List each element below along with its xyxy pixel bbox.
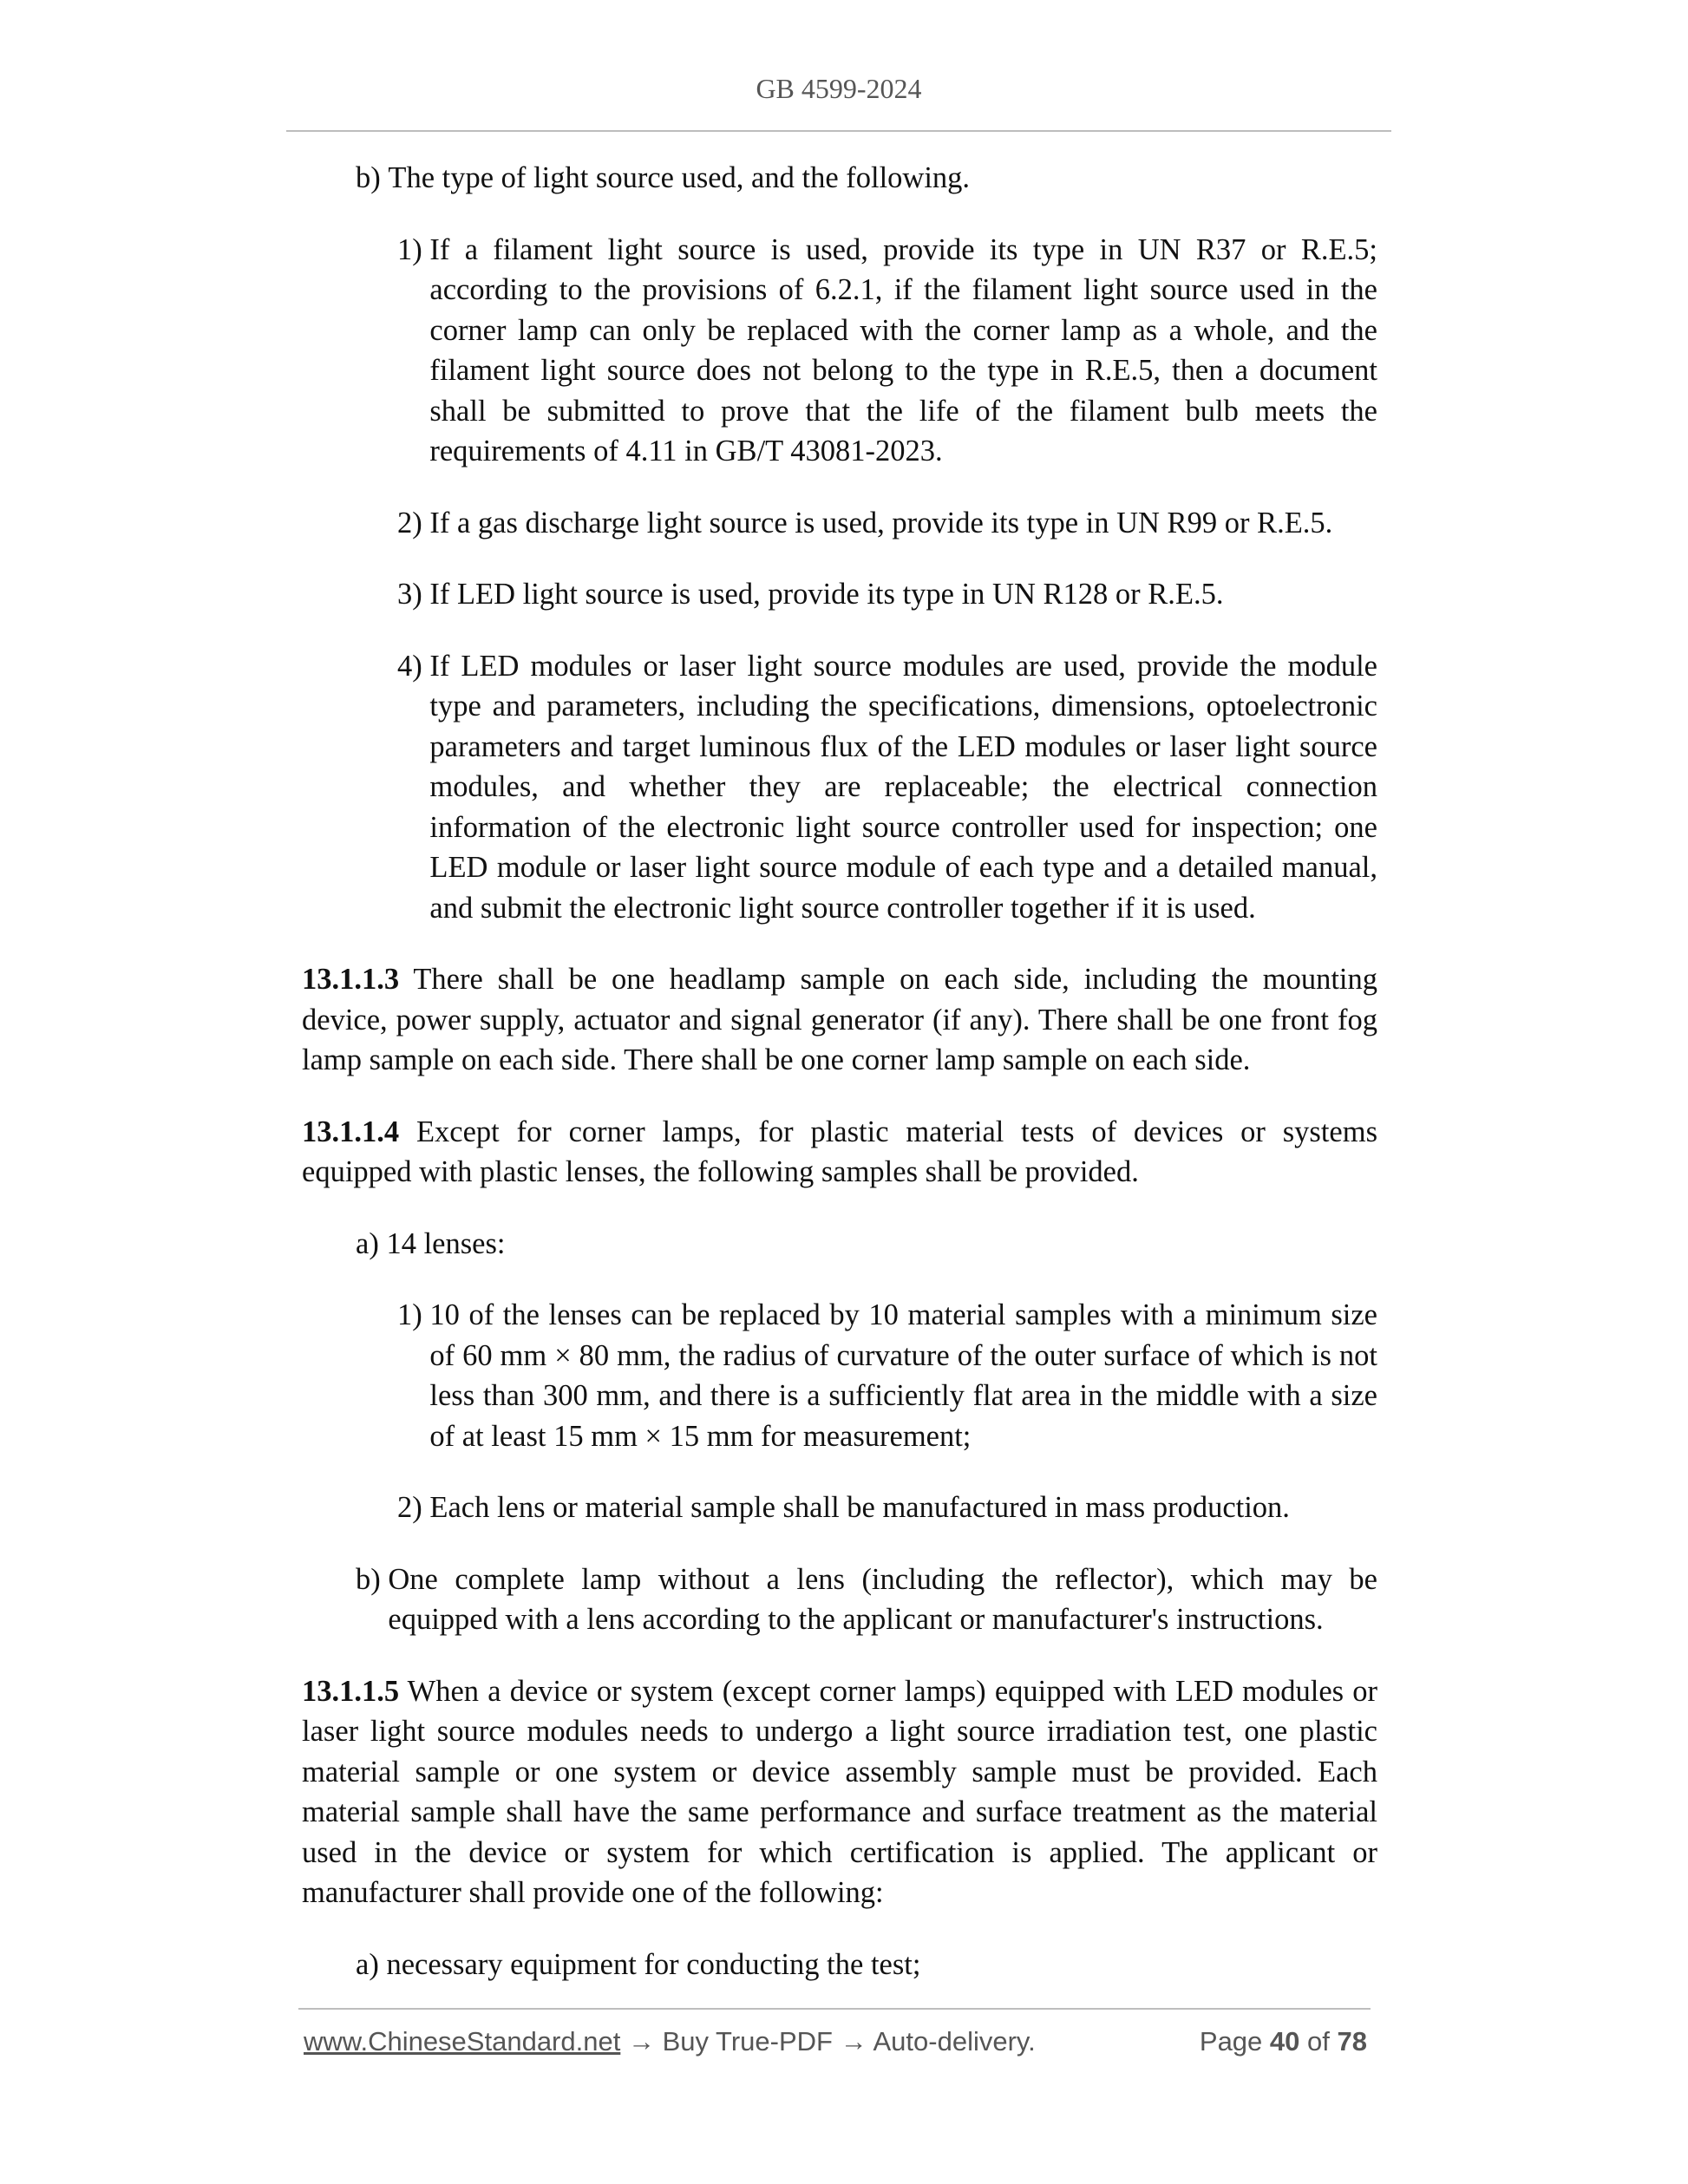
arrow-icon: → — [627, 2026, 655, 2056]
list-item-b3 — [397, 574, 1377, 615]
list-label: 1) — [397, 232, 430, 266]
footer-divider — [298, 2008, 1371, 2010]
page-header-title: GB 4599-2024 — [756, 73, 922, 104]
list-text: The type of light source used, and the following. — [388, 161, 971, 194]
website-link[interactable]: www.ChineseStandard.net — [304, 2026, 621, 2056]
of-label: of — [1307, 2026, 1330, 2056]
list-label: 3) — [397, 578, 430, 611]
clause-13-1-1-3 — [302, 959, 1377, 1081]
page-indicator — [1200, 2026, 1367, 2057]
list-item-a2 — [397, 1488, 1377, 1528]
list-item-b2 — [397, 503, 1377, 544]
page-total: 78 — [1337, 2026, 1367, 2056]
clause-13-1-1-4 — [302, 1112, 1377, 1193]
clause-text: When a device or system (except corner lamps) equipped with LED modules or laser light source modules needs to undergo a light source irradiation test, one plastic material sample or one system or device assembly sample must be provided. Each material sample shall have the same performance and surface treatment as the material used in the device or system for which certification is applied. The applicant or manufacturer shall provide one of the following: — [302, 1674, 1377, 1909]
list-label: 2) — [397, 506, 430, 539]
list-label: a) — [356, 1947, 387, 1981]
arrow-icon: → — [840, 2026, 867, 2056]
list-text: 14 lenses: — [386, 1226, 506, 1260]
list-item-a — [356, 1224, 1377, 1265]
page-footer — [304, 2026, 1367, 2064]
clause-number: 13.1.1.5 — [302, 1674, 400, 1708]
list-text: necessary equipment for conducting the test; — [386, 1947, 921, 1981]
clause-number: 13.1.1.4 — [302, 1115, 400, 1148]
list-text: If a filament light source is used, provide its type in UN R37 or R.E.5; according to the provisions of 6.2.1, if the filament light source used in the corner lamp can only be replaced with the corner lamp as a whole, and the filament light source does not belong to the type in R.E.5, then a document shall be submitted to prove that the life of the filament bulb meets the requirements of 4.11 in GB/T 43081-2023. — [429, 232, 1377, 468]
clause-text: There shall be one headlamp sample on each side, including the mounting device, power supply, actuator and signal generator (if any). There shall be one front fog lamp sample on each side. There shall be one corner lamp sample on each side. — [302, 963, 1377, 1076]
list-text: Each lens or material sample shall be manufactured in mass production. — [429, 1491, 1290, 1524]
clause-text: Except for corner lamps, for plastic material tests of devices or systems equipped with plastic lenses, the following samples shall be provided. — [302, 1115, 1377, 1188]
list-text: One complete lamp without a lens (including the reflector), which may be equipped with a lens according to the applicant or manufacturer's instructions. — [388, 1562, 1377, 1636]
list-item-b4 — [397, 646, 1377, 929]
list-item-b-lamp — [356, 1560, 1377, 1640]
list-label: 1) — [397, 1298, 430, 1331]
list-label: 4) — [397, 649, 430, 683]
buy-text: Buy True-PDF — [662, 2026, 833, 2056]
delivery-text: Auto-delivery. — [873, 2026, 1036, 2056]
list-item-b1 — [397, 230, 1377, 472]
list-text: 10 of the lenses can be replaced by 10 material samples with a minimum size of 60 mm × 80 mm, the radius of curvature of the outer surface of which is not less than 300 mm, and there is a sufficiently flat area in the middle with a size of at least 15 mm × 15 mm for measurement; — [429, 1298, 1377, 1453]
list-text: If LED modules or laser light source modules are used, provide the module type and parameters, including the specifications, dimensions, optoelectronic parameters and target luminous flux of the LED modules or laser light source modules, and whether they are replaceable; the electrical connection information of the electronic light source controller used for inspection; one LED module or laser light source module of each type and a detailed manual, and submit the electronic light source controller together if it is used. — [429, 649, 1377, 925]
list-label: b) — [356, 161, 389, 194]
list-text: If LED light source is used, provide its type in UN R128 or R.E.5. — [429, 578, 1224, 611]
page-label: Page — [1199, 2026, 1263, 2056]
footer-promo — [304, 2026, 1036, 2057]
document-body — [302, 158, 1377, 2016]
header-divider — [286, 130, 1391, 132]
list-label: b) — [356, 1562, 389, 1596]
list-item-a-equipment — [356, 1945, 1377, 1985]
list-label: 2) — [397, 1491, 430, 1524]
list-item-a1 — [397, 1295, 1377, 1456]
list-label: a) — [356, 1226, 387, 1260]
clause-number: 13.1.1.3 — [302, 963, 400, 996]
list-text: If a gas discharge light source is used, provide its type in UN R99 or R.E.5. — [429, 506, 1333, 539]
clause-13-1-1-5 — [302, 1671, 1377, 1913]
list-item-b — [356, 158, 1377, 199]
page-number: 40 — [1269, 2026, 1300, 2056]
